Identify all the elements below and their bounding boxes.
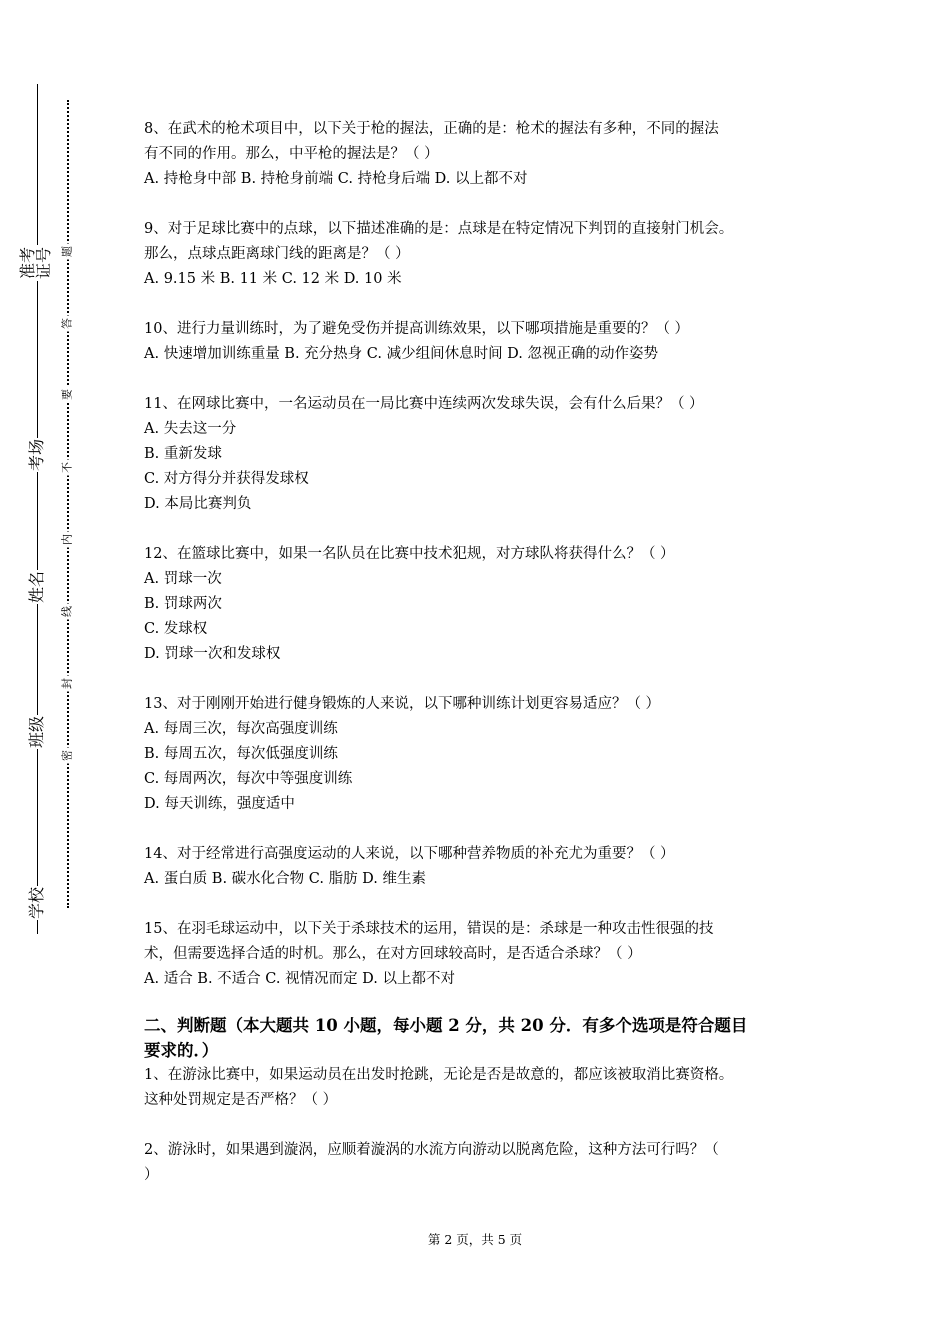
option-d: D. 本局比赛判负 [144,496,252,512]
option-c: C. 发球权 [144,621,208,637]
option-c: C. 对方得分并获得发球权 [144,471,309,487]
question-14 [144,842,824,892]
question-text: ） [144,1167,159,1183]
option-b: B. 每周五次，每次低强度训练 [144,746,338,762]
question-text: 12、在篮球比赛中，如果一名队员在比赛中技术犯规，对方球队将获得什么？（ ） [144,546,675,562]
question-9 [144,217,824,292]
question-15 [144,917,824,992]
question-text: 11、在网球比赛中，一名运动员在一局比赛中连续两次发球失误，会有什么后果？（ ） [144,396,704,412]
section-2-title [144,1013,824,1063]
question-text: 1、在游泳比赛中，如果运动员在出发时抢跳，无论是否是故意的，都应该被取消比赛资格。 [144,1067,734,1083]
option-d: D. 每天训练，强度适中 [144,796,295,812]
binding-solid-line [37,84,38,934]
section-title-line: 要求的．） [144,1041,219,1060]
binding-dotted-line [67,100,69,908]
question-text: 15、在羽毛球运动中，以下关于杀球技术的运用，错误的是：杀球是一种攻击性很强的技 [144,921,714,937]
question-options: A. 9.15 米 B. 11 米 C. 12 米 D. 10 米 [144,271,402,287]
question-text: 这种处罚规定是否严格？（ ） [144,1092,338,1108]
warning-char: 封 [60,676,75,692]
option-a: A. 每周三次，每次高强度训练 [144,721,338,737]
question-8 [144,117,824,192]
question-10 [144,317,824,367]
question-text: 2、游泳时，如果遇到漩涡，应顺着漩涡的水流方向游动以脱离危险，这种方法可行吗？（ [144,1142,719,1158]
binding-margin [0,0,100,1344]
question-text: 9、对于足球比赛中的点球，以下描述准确的是：点球是在特定情况下判罚的直接射门机会。 [144,221,734,237]
option-b: B. 重新发球 [144,446,222,462]
question-options: A. 适合 B. 不适合 C. 视情况而定 D. 以上都不对 [144,971,456,987]
question-text: 那么，点球点距离球门线的距离是？（ ） [144,246,410,262]
section-title-line: 二、判断题（本大题共 10 小题，每小题 2 分，共 20 分．有多个选项是符合题目 [144,1016,748,1035]
page-footer: 第 2 页，共 5 页 [427,1232,523,1247]
question-text: 14、对于经常进行高强度运动的人来说，以下哪种营养物质的补充尤为重要？（ ） [144,846,675,862]
option-c: C. 每周两次，每次中等强度训练 [144,771,353,787]
warning-char: 内 [60,532,75,548]
field-school-label: 学校 [27,887,46,920]
question-11 [144,392,824,517]
question-text: 术，但需要选择合适的时机。那么，在对方回球较高时，是否适合杀球？（ ） [144,946,642,962]
warning-char: 密 [60,748,75,764]
question-options: A. 快速增加训练重量 B. 充分热身 C. 减少组间休息时间 D. 忽视正确的动作姿势 [144,346,659,362]
warning-char: 线 [60,604,75,620]
judge-question-2 [144,1138,824,1188]
option-b: B. 罚球两次 [144,596,222,612]
field-name-label: 姓名 [27,571,46,604]
question-13 [144,692,824,817]
judge-question-1 [144,1063,824,1113]
warning-char: 答 [60,316,75,332]
question-options: A. 持枪身中部 B. 持枪身前端 C. 持枪身后端 D. 以上都不对 [144,171,528,187]
field-exam-number-label: 准考证号 [18,247,53,280]
question-text: 10、进行力量训练时，为了避免受伤并提高训练效果，以下哪项措施是重要的？（ ） [144,321,690,337]
warning-char: 不 [60,460,75,476]
question-12 [144,542,824,667]
option-a: A. 罚球一次 [144,571,222,587]
exam-content [144,117,824,1213]
question-text: 有不同的作用。那么，中平枪的握法是？（ ） [144,146,439,162]
question-text: 8、在武术的枪术项目中，以下关于枪的握法，正确的是：枪术的握法有多种，不同的握法 [144,121,719,137]
warning-char: 要 [60,387,75,403]
field-class-label: 班级 [27,716,46,749]
question-text: 13、对于刚刚开始进行健身锻炼的人来说，以下哪种训练计划更容易适应？（ ） [144,696,661,712]
option-a: A. 失去这一分 [144,421,237,437]
option-d: D. 罚球一次和发球权 [144,646,281,662]
question-options: A. 蛋白质 B. 碳水化合物 C. 脂肪 D. 维生素 [144,871,427,887]
warning-char: 题 [60,244,75,260]
field-exam-room-label: 考场 [27,439,46,472]
